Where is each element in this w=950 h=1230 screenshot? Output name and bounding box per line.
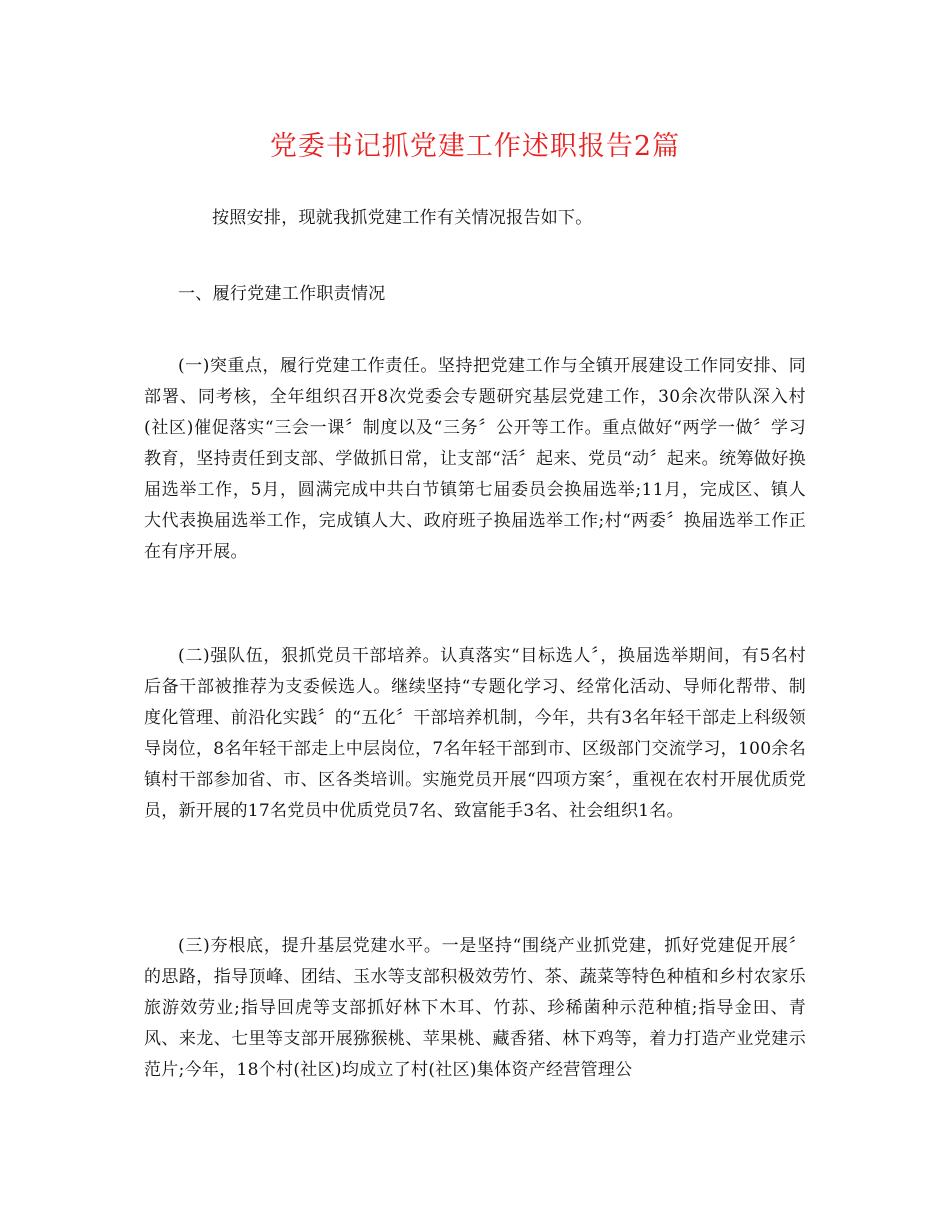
section-heading-1: 一、履行党建工作职责情况 (178, 284, 386, 304)
document-title: 党委书记抓党建工作述职报告2篇 (269, 131, 681, 162)
paragraph-cadre-training: (二)强队伍，狠抓党员干部培养。认真落实“目标选人〞，换届选举期间，有5名村后备干部被推荐为支委候选人。继续坚持“专题化学习、经常化活动、导师化帮带、制度化管理、前沿化实践〞的“五化〞干部培养机制，今年，共有3名年轻干部走上科级领导岗位，8名年轻干部走上中层岗位，7名年轻干部到市、区级部门交流学习，100余名镇村干部参加省、市、区各类培训。实施党员开展“四项方案〞，重视在农村开展优质党员，新开展的17名党员中优质党员7名、致富能手3名、社会组织1名。 (144, 646, 806, 821)
paragraph-grassroots: (三)夯根底，提升基层党建水平。一是坚持“围绕产业抓党建，抓好党建促开展〞的思路，指导顶峰、团结、玉水等支部积极效劳竹、茶、蔬菜等特色种植和乡村农家乐旅游效劳业;指导回虎等支部抓好林下木耳、竹荪、珍稀菌种示范种植;指导金田、青风、来龙、七里等支部开展猕猴桃、苹果桃、藏香猪、林下鸡等，着力打造产业党建示范片;今年，18个村(社区)均成立了村(社区)集体资产经营管理公 (144, 936, 806, 1080)
paragraph-responsibility: (一)突重点，履行党建工作责任。坚持把党建工作与全镇开展建设工作同安排、同部署、同考核，全年组织召开8次党委会专题研究基层党建工作，30余次带队深入村(社区)催促落实“三会一课〞制度以及“三务〞公开等工作。重点做好“两学一做〞学习教育，坚持责任到支部、学做抓日常，让支部“活〞起来、党员“动〞起来。统筹做好换届选举工作，5月，圆满完成中共白节镇第七届委员会换届选举;11月，完成区、镇人大代表换届选举工作，完成镇人大、政府班子换届选举工作;村“两委〞换届选举工作正在有序开展。 (144, 356, 806, 562)
intro-paragraph: 按照安排，现就我抓党建工作有关情况报告如下。 (212, 208, 593, 228)
